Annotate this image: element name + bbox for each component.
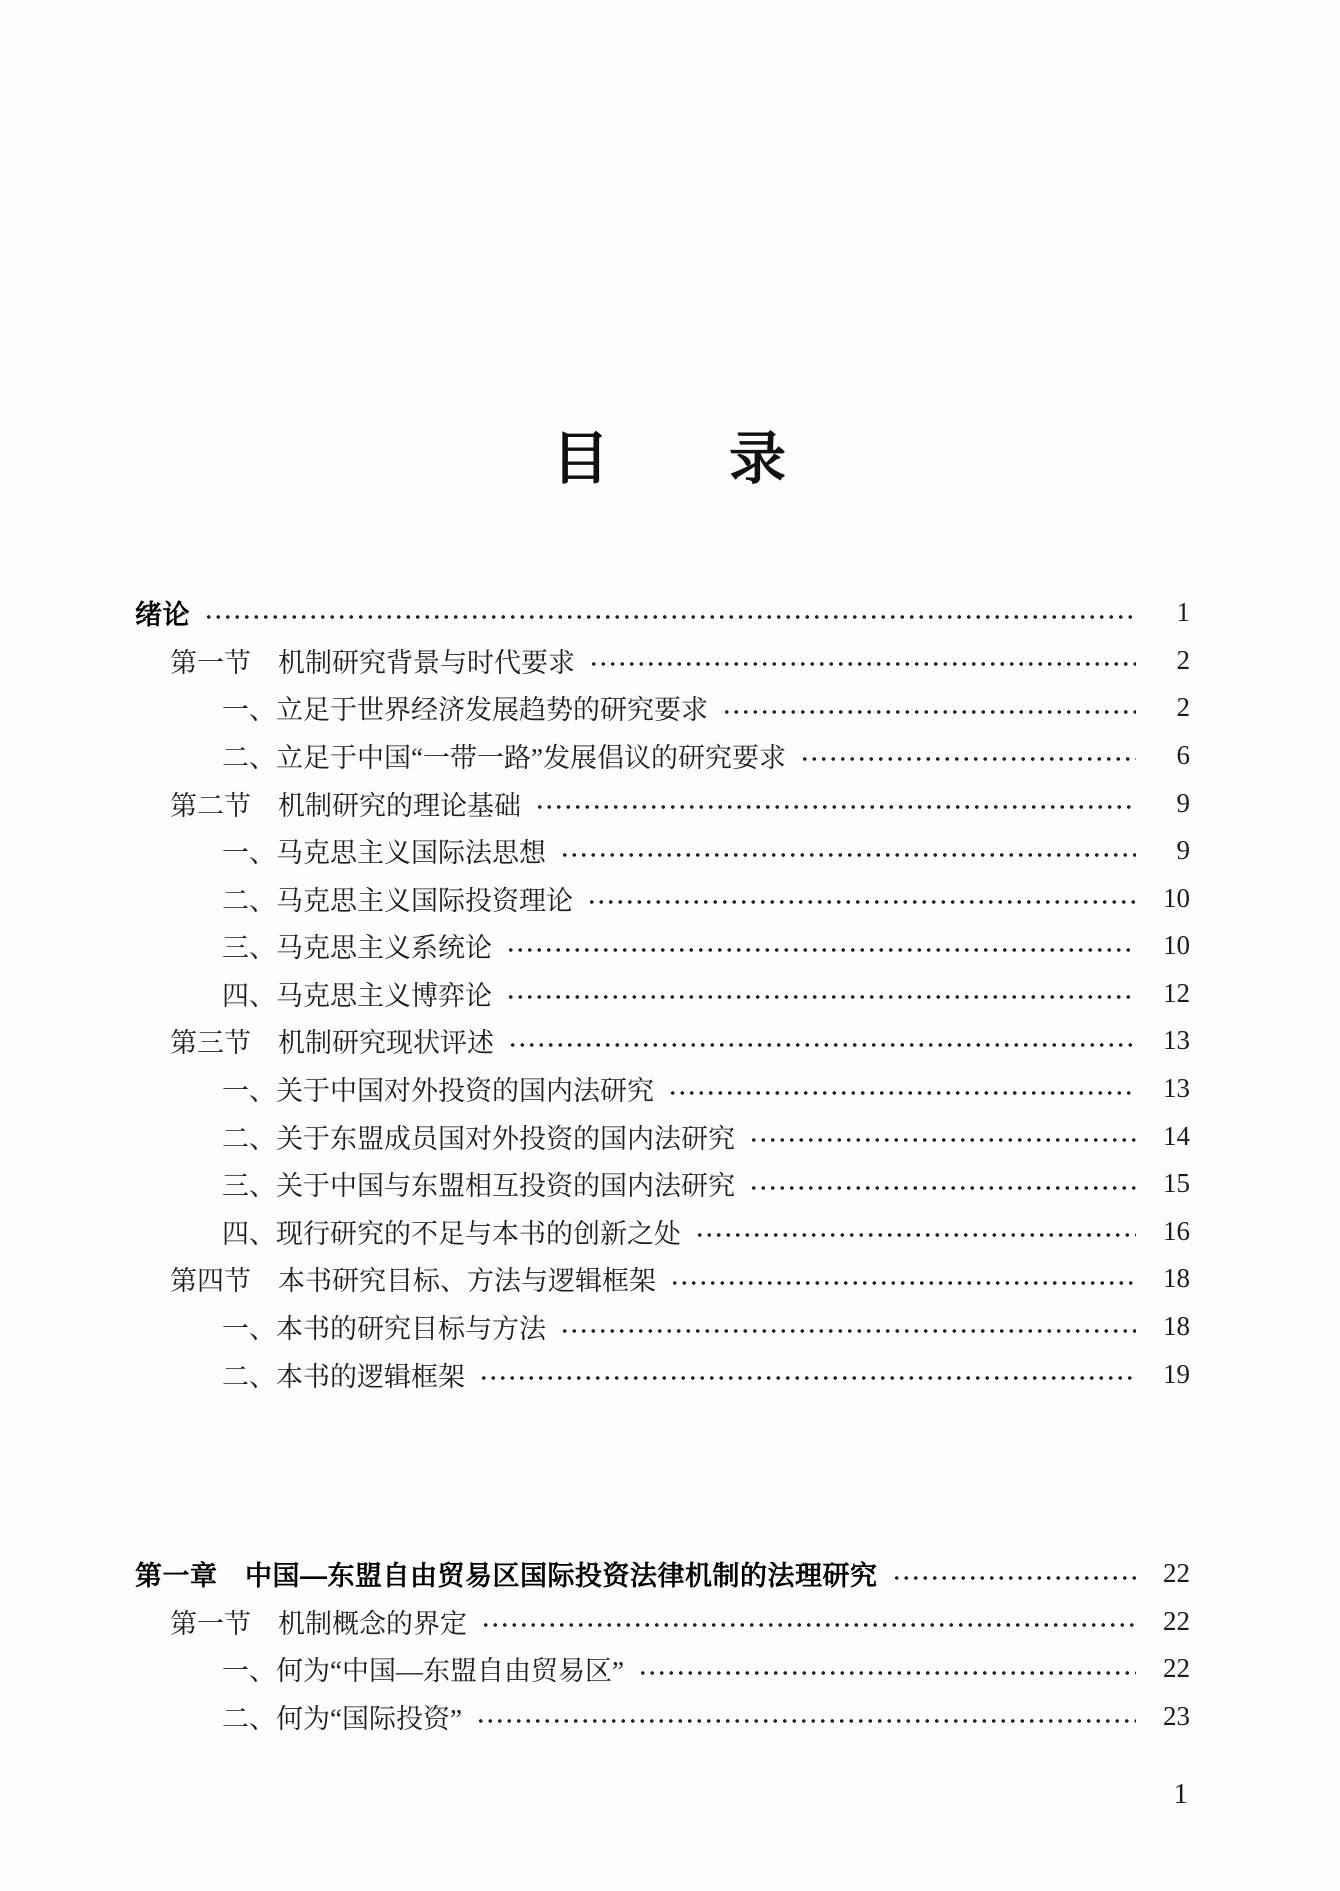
dot-leader [479, 1373, 1136, 1383]
toc-entry-label: 二、本书的逻辑框架 [222, 1361, 465, 1392]
dot-leader [695, 1230, 1136, 1240]
toc-entry-page: 2 [1176, 644, 1190, 675]
dot-leader [204, 612, 1136, 622]
toc-entry-label: 四、马克思主义博弈论 [222, 980, 492, 1011]
dot-leader [589, 659, 1136, 669]
toc-entry-label: 第三节 机制研究现状评述 [170, 1028, 494, 1059]
dot-leader [481, 1620, 1136, 1630]
toc-entry-page: 22 [1163, 1605, 1190, 1636]
toc-entry [222, 1693, 1190, 1741]
toc-entry-page: 16 [1163, 1215, 1190, 1246]
toc-entry-label: 二、何为“国际投资” [222, 1704, 462, 1735]
dot-leader [535, 802, 1136, 812]
toc-entry [170, 1598, 1190, 1646]
toc-entry-label: 第二节 机制研究的理论基础 [170, 790, 521, 821]
toc-entry-label: 第一节 机制概念的界定 [170, 1608, 467, 1639]
toc-entry-label: 一、马克思主义国际法思想 [222, 838, 546, 869]
toc-entry-page: 18 [1163, 1311, 1190, 1342]
toc-entry-page: 9 [1176, 835, 1190, 866]
toc-entry-label: 第四节 本书研究目标、方法与逻辑框架 [170, 1266, 656, 1297]
toc-entry-label: 二、关于东盟成员国对外投资的国内法研究 [222, 1123, 735, 1154]
dot-leader [749, 1183, 1136, 1193]
dot-leader [722, 707, 1136, 717]
toc-entry-page: 18 [1163, 1263, 1190, 1294]
toc-entry-page: 2 [1176, 692, 1190, 723]
toc-entry [222, 922, 1190, 970]
toc-entry-page: 19 [1163, 1358, 1190, 1389]
toc-entry-label: 三、马克思主义系统论 [222, 933, 492, 964]
toc-entry-label: 二、立足于中国“一带一路”发展倡议的研究要求 [222, 742, 786, 773]
toc-entry-page: 22 [1163, 1653, 1190, 1684]
toc-entry [170, 1017, 1190, 1065]
toc-entry [222, 1303, 1190, 1351]
dot-leader [560, 850, 1136, 860]
toc-entry [222, 827, 1190, 875]
toc-entry-page: 22 [1163, 1558, 1190, 1589]
dot-leader [560, 1326, 1136, 1336]
toc-entry [135, 589, 1190, 637]
toc-entry-page: 13 [1163, 1025, 1190, 1056]
toc-entry [222, 970, 1190, 1018]
toc-entry-page: 12 [1163, 977, 1190, 1008]
toc-entry-label: 一、何为“中国—东盟自由贸易区” [222, 1656, 624, 1687]
dot-leader [668, 1088, 1136, 1098]
dot-leader [506, 992, 1136, 1002]
toc-entry-label: 绪论 [135, 600, 190, 631]
toc-entry [222, 684, 1190, 732]
dot-leader [892, 1573, 1137, 1583]
toc-entry [222, 1645, 1190, 1693]
page-number-footer: 1 [1173, 1778, 1188, 1810]
toc-entry-label: 一、本书的研究目标与方法 [222, 1314, 546, 1345]
toc-list [0, 589, 1340, 1740]
toc-entry [222, 874, 1190, 922]
toc-entry-label: 三、关于中国与东盟相互投资的国内法研究 [222, 1171, 735, 1202]
dot-leader [638, 1668, 1136, 1678]
page-title: 目 录 [552, 428, 788, 491]
toc-entry-page: 10 [1163, 930, 1190, 961]
toc-entry-page: 14 [1163, 1120, 1190, 1151]
toc-entry-page: 15 [1163, 1168, 1190, 1199]
dot-leader [476, 1716, 1136, 1726]
toc-entry [222, 1350, 1190, 1398]
dot-leader [800, 754, 1136, 764]
toc-entry [222, 1160, 1190, 1208]
toc-entry-label: 第一章 中国—东盟自由贸易区国际投资法律机制的法理研究 [135, 1561, 878, 1592]
toc-entry-label: 四、现行研究的不足与本书的创新之处 [222, 1218, 681, 1249]
toc-entry-page: 23 [1163, 1701, 1190, 1732]
toc-entry [170, 779, 1190, 827]
dot-leader [749, 1135, 1136, 1145]
dot-leader [506, 945, 1136, 955]
toc-entry [222, 1112, 1190, 1160]
toc-entry-label: 一、立足于世界经济发展趋势的研究要求 [222, 695, 708, 726]
toc-entry [170, 1255, 1190, 1303]
toc-entry-label: 第一节 机制研究背景与时代要求 [170, 647, 575, 678]
dot-leader [670, 1278, 1136, 1288]
toc-entry-page: 10 [1163, 882, 1190, 913]
toc-entry-page: 6 [1176, 739, 1190, 770]
toc-entry [222, 1065, 1190, 1113]
toc-entry-label: 二、马克思主义国际投资理论 [222, 885, 573, 916]
toc-entry-page: 1 [1176, 597, 1190, 628]
toc-entry [170, 636, 1190, 684]
toc-entry-label: 一、关于中国对外投资的国内法研究 [222, 1076, 654, 1107]
toc-entry [222, 732, 1190, 780]
toc-entry [135, 1550, 1190, 1598]
dot-leader [508, 1040, 1136, 1050]
toc-entry-page: 9 [1176, 787, 1190, 818]
toc-entry [222, 1208, 1190, 1256]
dot-leader [587, 897, 1136, 907]
toc-entry-page: 13 [1163, 1073, 1190, 1104]
